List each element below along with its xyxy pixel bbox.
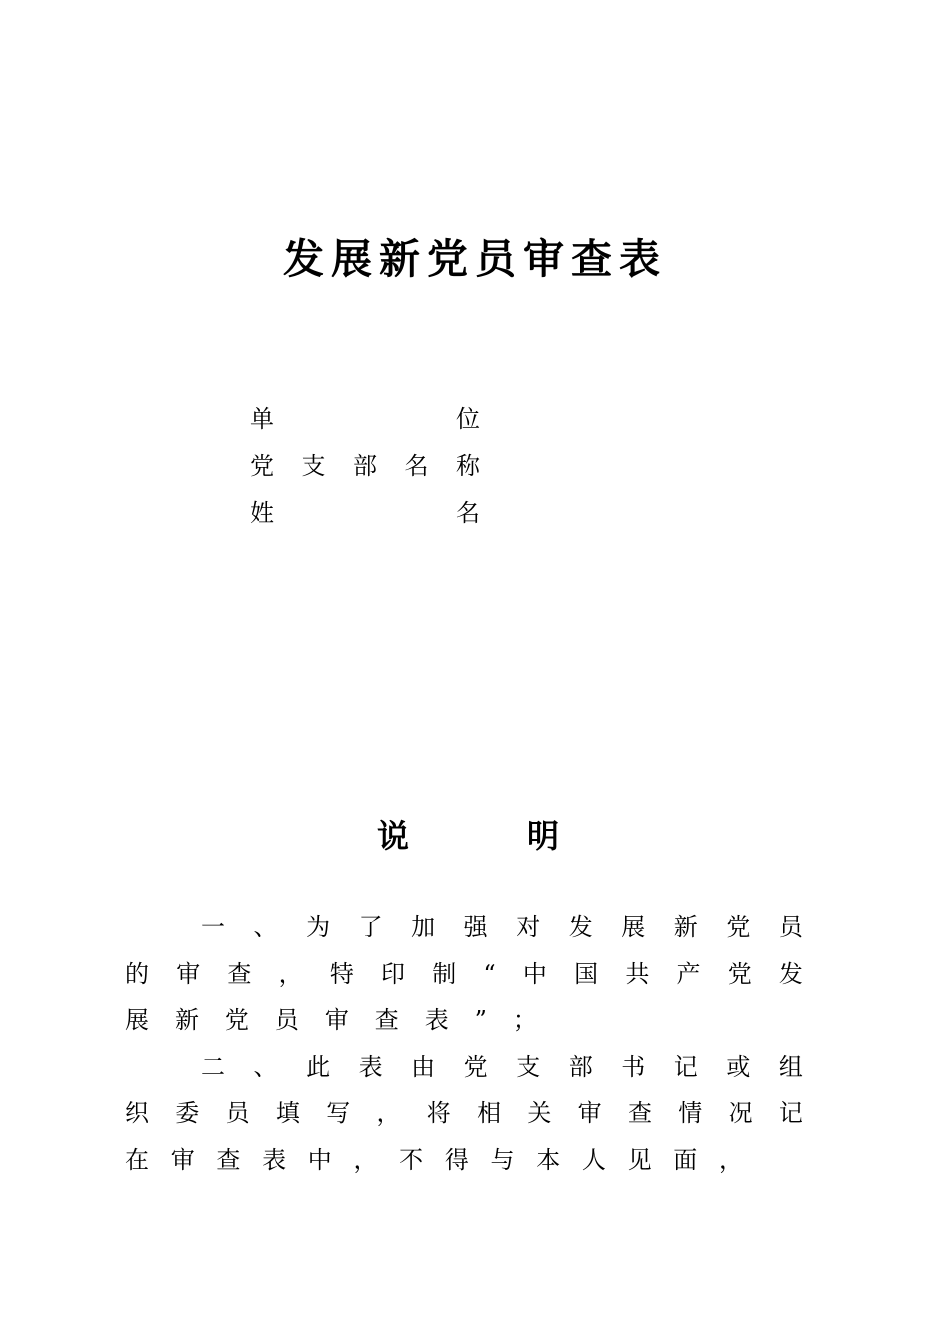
- note-char: 对: [516, 913, 541, 941]
- note-char: 书: [621, 1052, 646, 1081]
- note-char: 制: [432, 959, 457, 988]
- note-char: 、: [253, 1052, 278, 1081]
- note-char: 由: [411, 1052, 436, 1081]
- notes-body: [125, 904, 803, 1183]
- field-label-char: 名: [456, 499, 480, 527]
- note-char: ；: [512, 1006, 537, 1034]
- field-label-char: 名: [404, 452, 429, 480]
- note-char: 填: [275, 1099, 300, 1127]
- note-char: 委: [175, 1099, 200, 1127]
- note-char: 查: [374, 1006, 399, 1034]
- note-char: 织: [125, 1099, 149, 1127]
- cover-fields: [250, 396, 480, 537]
- note-char: 国: [574, 959, 599, 988]
- note-char: 组: [778, 1052, 803, 1081]
- note-char: ，: [718, 1145, 743, 1174]
- note-char: 党: [726, 913, 751, 941]
- note-char: 部: [568, 1052, 593, 1081]
- note-char: 得: [444, 1145, 469, 1174]
- field-label-char: 称: [456, 452, 480, 480]
- note-char: 记: [778, 1099, 803, 1127]
- note-char: 党: [224, 1006, 249, 1034]
- note-char: 相: [477, 1099, 502, 1127]
- note-char: 查: [227, 959, 252, 988]
- note-line: [125, 997, 537, 1044]
- note-char: 员: [778, 913, 803, 941]
- note-char: ，: [278, 959, 303, 988]
- note-char: 审: [176, 959, 201, 988]
- note-char: 将: [426, 1099, 451, 1127]
- note-char: 中: [522, 959, 547, 988]
- note-char: 审: [577, 1099, 602, 1127]
- note-char: 在: [125, 1145, 149, 1174]
- note-char: ”: [474, 1006, 487, 1034]
- note-char: 况: [728, 1099, 753, 1127]
- note-line: [125, 1137, 803, 1184]
- note-char: 表: [424, 1006, 449, 1034]
- section-heading-left: 说: [377, 817, 410, 855]
- note-char: 特: [329, 959, 354, 988]
- note-char: 了: [358, 913, 383, 941]
- note-char: 表: [262, 1145, 287, 1174]
- note-char: 查: [627, 1099, 652, 1127]
- note-char: 写: [326, 1099, 351, 1127]
- note-char: 发: [568, 913, 593, 941]
- note-char: 展: [125, 1006, 149, 1034]
- note-char: 新: [673, 913, 698, 941]
- note-char: 此: [306, 1052, 331, 1081]
- note-line: [125, 1090, 803, 1137]
- note-char: 见: [627, 1145, 652, 1174]
- field-unit: [250, 396, 480, 443]
- section-heading-right: 明: [527, 817, 560, 855]
- note-char: 人: [581, 1145, 606, 1174]
- note-char: 强: [463, 913, 488, 941]
- note-char: 党: [727, 959, 752, 988]
- note-char: 查: [216, 1145, 241, 1174]
- note-char: 中: [307, 1145, 332, 1174]
- note-char: 支: [516, 1052, 541, 1081]
- note-char: 新: [174, 1006, 199, 1034]
- note-char: 表: [358, 1052, 383, 1081]
- note-char: 加: [411, 913, 436, 941]
- note-char: 与: [490, 1145, 515, 1174]
- note-char: 关: [527, 1099, 552, 1127]
- note-char: 记: [673, 1052, 698, 1081]
- note-char: 为: [306, 913, 331, 941]
- note-char: 或: [726, 1052, 751, 1081]
- note-char: 不: [399, 1145, 424, 1174]
- note-line: [125, 904, 803, 951]
- note-char: 员: [225, 1099, 250, 1127]
- note-line: [125, 951, 803, 998]
- note-char: 面: [673, 1145, 698, 1174]
- note-char: 审: [324, 1006, 349, 1034]
- field-branch-name: [250, 443, 480, 490]
- field-label-char: 部: [353, 452, 377, 480]
- note-char: 员: [274, 1006, 299, 1034]
- note-char: “: [483, 959, 496, 988]
- field-label-char: 支: [301, 452, 326, 480]
- field-name: [250, 490, 480, 537]
- document-title: 发展新党员审查表: [283, 235, 667, 283]
- section-heading: [0, 812, 950, 860]
- note-char: 党: [463, 1052, 488, 1081]
- note-char: 共: [625, 959, 650, 988]
- note-char: ，: [353, 1145, 378, 1174]
- note-char: 审: [170, 1145, 195, 1174]
- note-line: [125, 1044, 803, 1091]
- note-char: ，: [376, 1099, 401, 1127]
- note-char: 情: [678, 1099, 703, 1127]
- field-label-char: 党: [250, 452, 274, 480]
- note-char: 、: [253, 913, 278, 941]
- note-char: 二: [201, 1052, 225, 1081]
- note-char: 本: [536, 1145, 561, 1174]
- note-char: 的: [125, 959, 149, 988]
- note-char: 展: [621, 913, 646, 941]
- note-char: 产: [676, 959, 701, 988]
- note-char: 发: [778, 959, 803, 988]
- field-label-char: 单: [250, 405, 274, 433]
- field-label-char: 姓: [250, 499, 274, 527]
- field-label-char: 位: [456, 405, 480, 433]
- note-char: 印: [381, 959, 406, 988]
- note-char: 一: [201, 913, 225, 941]
